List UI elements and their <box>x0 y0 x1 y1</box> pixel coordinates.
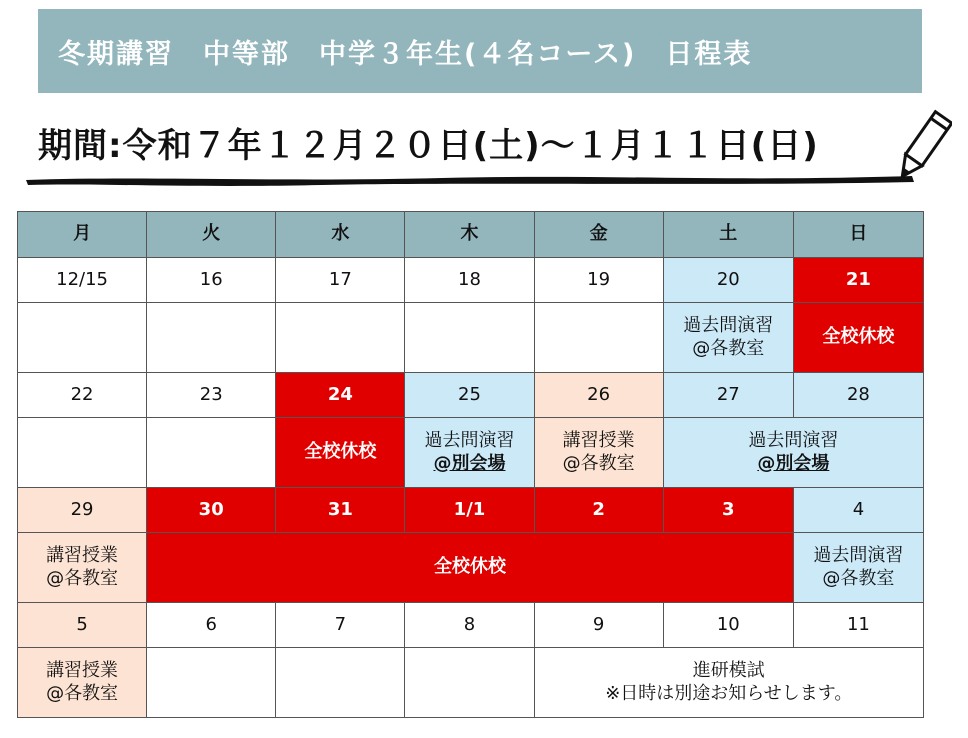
date-cell: 4 <box>793 488 923 533</box>
date-cell: 10 <box>663 603 793 648</box>
event-location: @各教室 <box>562 452 635 474</box>
weekday-mon: 月 <box>18 212 147 258</box>
date-cell: 9 <box>534 603 663 648</box>
event-lesson <box>18 533 147 603</box>
date-cell: 7 <box>276 603 405 648</box>
weekday-thu: 木 <box>405 212 534 258</box>
event-note: ※日時は別途お知らせします。 <box>605 682 853 704</box>
event-label: 講習授業 <box>562 430 635 451</box>
pencil-icon <box>890 108 952 188</box>
weekday-wed: 水 <box>276 212 405 258</box>
event-label: 進研模試 <box>692 660 765 681</box>
date-cell: 18 <box>405 258 534 303</box>
date-cell: 8 <box>405 603 534 648</box>
event-lesson <box>534 418 663 488</box>
weekday-sun: 日 <box>793 212 923 258</box>
event-cell-empty <box>276 303 405 373</box>
date-cell: 19 <box>534 258 663 303</box>
date-cell: 2 <box>534 488 663 533</box>
week4-date-row <box>18 603 924 648</box>
date-cell: 31 <box>276 488 405 533</box>
week3-event-row <box>18 533 924 603</box>
event-practice <box>793 533 923 603</box>
date-cell: 3 <box>663 488 793 533</box>
week2-event-row <box>18 418 924 488</box>
date-cell: 29 <box>18 488 147 533</box>
event-location: @別会場 <box>757 452 830 474</box>
event-closed: 全校休校 <box>793 303 923 373</box>
event-label: 過去問演習 <box>748 430 839 451</box>
title-banner <box>38 9 922 93</box>
weekday-tue: 火 <box>147 212 276 258</box>
event-closed: 全校休校 <box>147 533 794 603</box>
brush-underline <box>22 170 922 190</box>
week4-event-row <box>18 648 924 718</box>
period-heading: 期間:令和７年１２月２０日(土)～１月１１日(日) <box>38 126 819 166</box>
event-cell-empty <box>405 303 534 373</box>
page-title: 冬期講習 中等部 中学３年生(４名コース) 日程表 <box>58 38 753 70</box>
schedule-calendar <box>17 211 924 718</box>
date-cell: 27 <box>663 373 793 418</box>
date-cell: 12/15 <box>18 258 147 303</box>
date-cell: 5 <box>18 603 147 648</box>
event-cell-empty <box>147 303 276 373</box>
event-label: 講習授業 <box>46 545 119 566</box>
event-cell-empty <box>18 303 147 373</box>
date-cell: 23 <box>147 373 276 418</box>
event-closed: 全校休校 <box>276 418 405 488</box>
date-cell: 1/1 <box>405 488 534 533</box>
event-location: @各教室 <box>46 567 119 589</box>
event-cell-empty <box>147 418 276 488</box>
event-practice <box>663 303 793 373</box>
event-cell-empty <box>147 648 276 718</box>
event-cell-empty <box>405 648 534 718</box>
date-cell: 16 <box>147 258 276 303</box>
event-cell-empty <box>18 418 147 488</box>
week2-date-row <box>18 373 924 418</box>
event-mock-exam <box>534 648 923 718</box>
date-cell: 24 <box>276 373 405 418</box>
event-location: @各教室 <box>822 567 895 589</box>
date-cell: 6 <box>147 603 276 648</box>
date-cell: 25 <box>405 373 534 418</box>
event-cell-empty <box>276 648 405 718</box>
weekday-header-row <box>18 212 924 258</box>
date-cell: 22 <box>18 373 147 418</box>
week1-event-row <box>18 303 924 373</box>
event-cell-empty <box>534 303 663 373</box>
weekday-fri: 金 <box>534 212 663 258</box>
week3-date-row <box>18 488 924 533</box>
date-cell: 26 <box>534 373 663 418</box>
event-location: @各教室 <box>46 682 119 704</box>
date-cell: 11 <box>793 603 923 648</box>
date-cell: 17 <box>276 258 405 303</box>
event-location: @各教室 <box>692 337 765 359</box>
event-practice <box>663 418 923 488</box>
event-label: 過去問演習 <box>424 430 515 451</box>
week1-date-row <box>18 258 924 303</box>
event-lesson <box>18 648 147 718</box>
event-location: @別会場 <box>433 452 506 474</box>
event-practice <box>405 418 534 488</box>
date-cell: 28 <box>793 373 923 418</box>
date-cell: 21 <box>793 258 923 303</box>
weekday-sat: 土 <box>663 212 793 258</box>
date-cell: 30 <box>147 488 276 533</box>
event-label: 講習授業 <box>46 660 119 681</box>
event-label: 過去問演習 <box>683 315 774 336</box>
event-label: 過去問演習 <box>813 545 904 566</box>
date-cell: 20 <box>663 258 793 303</box>
